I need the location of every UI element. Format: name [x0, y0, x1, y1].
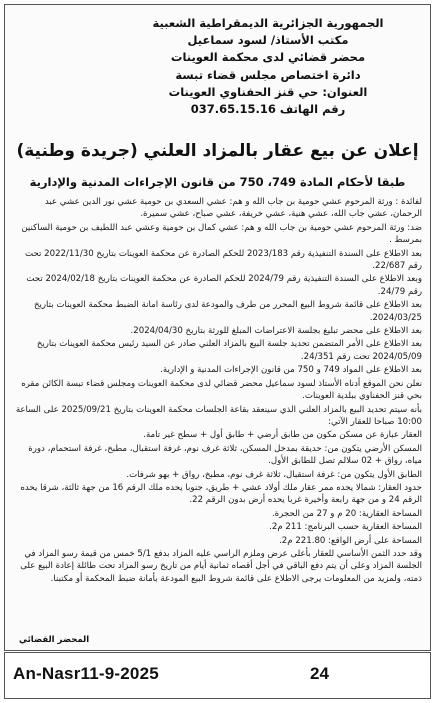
header-line-jurisdiction: دائرة اختصاص مجلس قضاء تبسة	[175, 67, 361, 82]
notice-subtitle: طبقا لأحكام المادة 749، 750 من قانون الإجراءات المدنية والإدارية	[29, 175, 406, 189]
paragraph-order: بعد الاطلاع على الأمر المتضمن تحديد جلسة البيع بالمزاد العلني صادر عن السيد رئيس محكمة العوينات بتاريخ 2024/05/09 تحت رقم 24/351.	[36, 339, 422, 362]
paragraph-announcement: نعلن نحن الموقع أدناه الأستاذ لسود سماعيل محضر قضائي لدى محكمة العوينات ومجلس قضاء تبسة الكائن مقره بحي قنز الحفناوي ببلدية العوينات.	[21, 378, 422, 402]
paragraph-property: العقار عبارة عن مسكن مكون من طابق أرضي + طابق أول + سطح غير تامة.	[143, 430, 422, 441]
notice-body	[15, 196, 422, 586]
paragraph-price-terms: وقد حدد الثمن الأساسي للعقار بأعلى عرض وملزم الراسي عليه المزاد بدفع 5/1 خمس من قيمة رسو المزاد في الجلسة المزاد وعلى أن يتم دفع الباقي في أجل أقصاه ثمانية أيام من تاريخ رسو المزاد تحت طائلة إعادة البيع على ذمته، ولمزيد من المعلومات يرجى الاطلاع على قائمة شروط البيع المودعة بأمانة ضبط المحكمة أو مكتبنا.	[20, 548, 422, 584]
paragraph-enforcement-1: بعد الاطلاع على السندة التنفيذية رقم 2023/183 للحكم الصادرة عن محكمة العوينات بتاريخ 2022/11/30 تحت رقم 22/687.	[25, 248, 422, 272]
header-line-bailiff: محضر قضائي لدى محكمة العوينات	[170, 50, 366, 65]
signature-label: المحضر القضائي	[19, 635, 90, 645]
notice-title: إعلان عن بيع عقار بالمزاد العلني (جريدة وطنية)	[16, 141, 419, 161]
paragraph-defendants: ضد: ورثة المرحوم عشي حومية بن جاب الله و هم: عشي كمال بن حومية وعشي عبد اللطيف بن حومية الساكنين بمرسط .	[21, 222, 422, 246]
paragraph-ground-floor: المسكن الأرضي يتكون من: حديقة بمدخل المسكن، ثلاثة غرف نوم، غرفة استقبال، مطبخ، غرفة استحمام، دورة مياه، رواق + 02 سلالم تصل للطابق الأول.	[28, 443, 422, 467]
paragraph-beneficiaries: لفائدة : ورثة المرحوم عشي حومية بن جاب الله و هم: عشي السعدي بن حومية عشي نور الدين عشي عبد الرحمان، عشي جاب الله، عشي هنية، عشي خريفة، عشي صباح، عشي سميرة.	[44, 197, 422, 220]
paragraph-conditions: بعد الاطلاع على قائمة شروط البيع المحرر من طرف والمودعة لدى رئاسة امانة الضبط محكمة العوينات بتاريخ 2024/03/25.	[33, 300, 422, 323]
notice-frame	[4, 4, 431, 651]
paragraph-area-2: المساحة العقارية حسب البرنامج: 211 م2.	[269, 522, 422, 533]
header-line-republic: الجمهورية الجزائرية الديمقراطية الشعبية	[152, 16, 384, 30]
paragraph-auction-date: بأنه سيتم تحديد البيع بالمزاد العلني الذي سينعقد بقاعة الجلسات محكمة العوينات بتاريخ 2025/09/21 على الساعة 10:00 صباحا للعقار الآتي:	[15, 404, 422, 427]
paragraph-area-1: المساحة العقارية: 20 م و 27 من الحجرة.	[271, 508, 422, 519]
paragraph-enforcement-2: وبعد الاطلاع على السندة التنفيذية رقم 2024/79 للحكم الصادرة عن محكمة العوينات بتاريخ 2024/02/18 تحت رقم 24/79.	[26, 274, 422, 297]
page-number: 24	[310, 664, 329, 683]
paragraph-objections: بعد الاطلاع على محضر تبليغ بجلسة الاعتراضات المبلغ للورثة بتاريخ 2024/04/30.	[130, 326, 422, 337]
paragraph-area-3: المساحة على أرض الواقع: 221.80 م2.	[279, 535, 422, 546]
newspaper-source-date: An-Nasr11-9-2025	[13, 664, 159, 683]
clipping-footer	[4, 652, 431, 699]
paragraph-first-floor: الطابق الأول يتكون من: غرفة استقبال، ثلاثة غرف نوم، مطبخ، رواق + بهو شرفات.	[126, 469, 422, 480]
header-line-phone: رقم الهاتف 037.65.15.16	[190, 102, 346, 117]
paragraph-articles: بعد الاطلاع على المواد 749 و 750 من قانون الإجراءات المدنية و الإدارية.	[160, 365, 422, 376]
paragraph-boundaries: حدود العقار: شمالا يحده ممر عقار ملك أولاد عشي + طريق، جنوبا يحده ملك الرقم 16 من جهة ثالثة، شرقا يحده الرقم 24 و من جهة رابعة وأخيرة غربا يحده أرض بدون الرقم 22.	[20, 482, 422, 506]
header-line-address: العنوان: حي قنز الحفناوي العوينات	[168, 84, 368, 99]
bailiff-header	[118, 15, 418, 118]
header-line-office: مكتب الأستاذ/ لسود سماعيل	[187, 33, 349, 48]
footer-divider	[5, 652, 430, 653]
